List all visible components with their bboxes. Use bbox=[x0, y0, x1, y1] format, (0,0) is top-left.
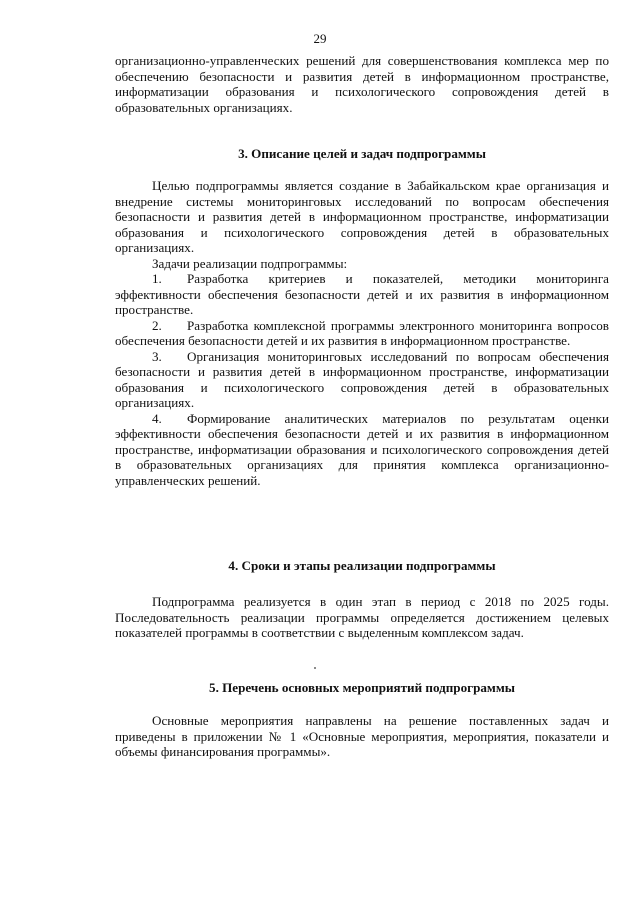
list-item bbox=[115, 271, 609, 318]
list-item bbox=[115, 318, 609, 349]
page-number: 29 bbox=[313, 31, 327, 46]
task-number: 3. bbox=[152, 348, 162, 364]
intro-paragraph: организационно-управленческих решений для совершенствования комплекса мер по обеспечению безопасности и развития детей в информационном пространстве, информатизации образования и психологического сопровождения детей в образовательных организациях. bbox=[115, 53, 609, 115]
section-3-heading: 3. Описание целей и задач подпрограммы bbox=[238, 146, 486, 161]
tasks-list bbox=[115, 271, 609, 488]
task-text: Разработка критериев и показателей, методики мониторинга эффективности обеспечения безопасности детей и их развития в информационном пространстве. bbox=[115, 271, 609, 317]
section-4-body bbox=[115, 594, 609, 641]
section-5-paragraph: Основные мероприятия направлены на решение поставленных задач и приведены в приложении № 1 «Основные мероприятия, мероприятия, показатели и объемы финансирования программы». bbox=[115, 713, 609, 759]
section-5-heading: 5. Перечень основных мероприятий подпрограммы bbox=[209, 680, 515, 695]
task-number: 4. bbox=[152, 410, 162, 426]
task-number: 1. bbox=[152, 271, 162, 286]
section-4-heading: 4. Сроки и этапы реализации подпрограммы bbox=[228, 558, 496, 573]
stray-dot bbox=[314, 667, 316, 669]
task-text: Разработка комплексной программы электронного мониторинга вопросов обеспечения безопасности детей и их развития в информационном пространстве. bbox=[115, 317, 609, 348]
section-3-tasks-intro: Задачи реализации подпрограммы: bbox=[152, 255, 348, 271]
section-4-paragraph: Подпрограмма реализуется в один этап в период с 2018 по 2025 годы. Последовательность реализации программы определяется достижением целевых показателей программы в соответствии с выделенным комплексом задач. bbox=[115, 594, 609, 640]
section-5-body bbox=[115, 713, 609, 760]
list-item bbox=[115, 349, 609, 411]
section-4-heading-block bbox=[115, 558, 609, 574]
section-3-heading-block bbox=[115, 146, 609, 162]
section-5-heading-block bbox=[115, 680, 609, 696]
intro-paragraph-block bbox=[115, 53, 609, 115]
section-3-body bbox=[115, 178, 609, 488]
task-text: Организация мониторинговых исследований по вопросам обеспечения безопасности и развития детей в информационном пространстве, информатизации образования и психологического сопровождения детей в образовательных организациях. bbox=[115, 348, 609, 410]
task-text: Формирование аналитических материалов по результатам оценки эффективности обеспечения безопасности детей и их развития в информационном пространстве, информатизации образования и психологического сопровождения детей в образовательных организациях для принятия комплекса организационно-управленческих решений. bbox=[115, 410, 609, 488]
list-item bbox=[115, 411, 609, 489]
task-number: 2. bbox=[152, 317, 162, 333]
section-3-goal-paragraph: Целью подпрограммы является создание в Забайкальском крае организация и внедрение системы мониторинговых исследований по вопросам обеспечения безопасности и развития детей в информационном пространстве, информатизации образования и психологического сопровождения детей в образовательных организациях. bbox=[115, 178, 609, 255]
